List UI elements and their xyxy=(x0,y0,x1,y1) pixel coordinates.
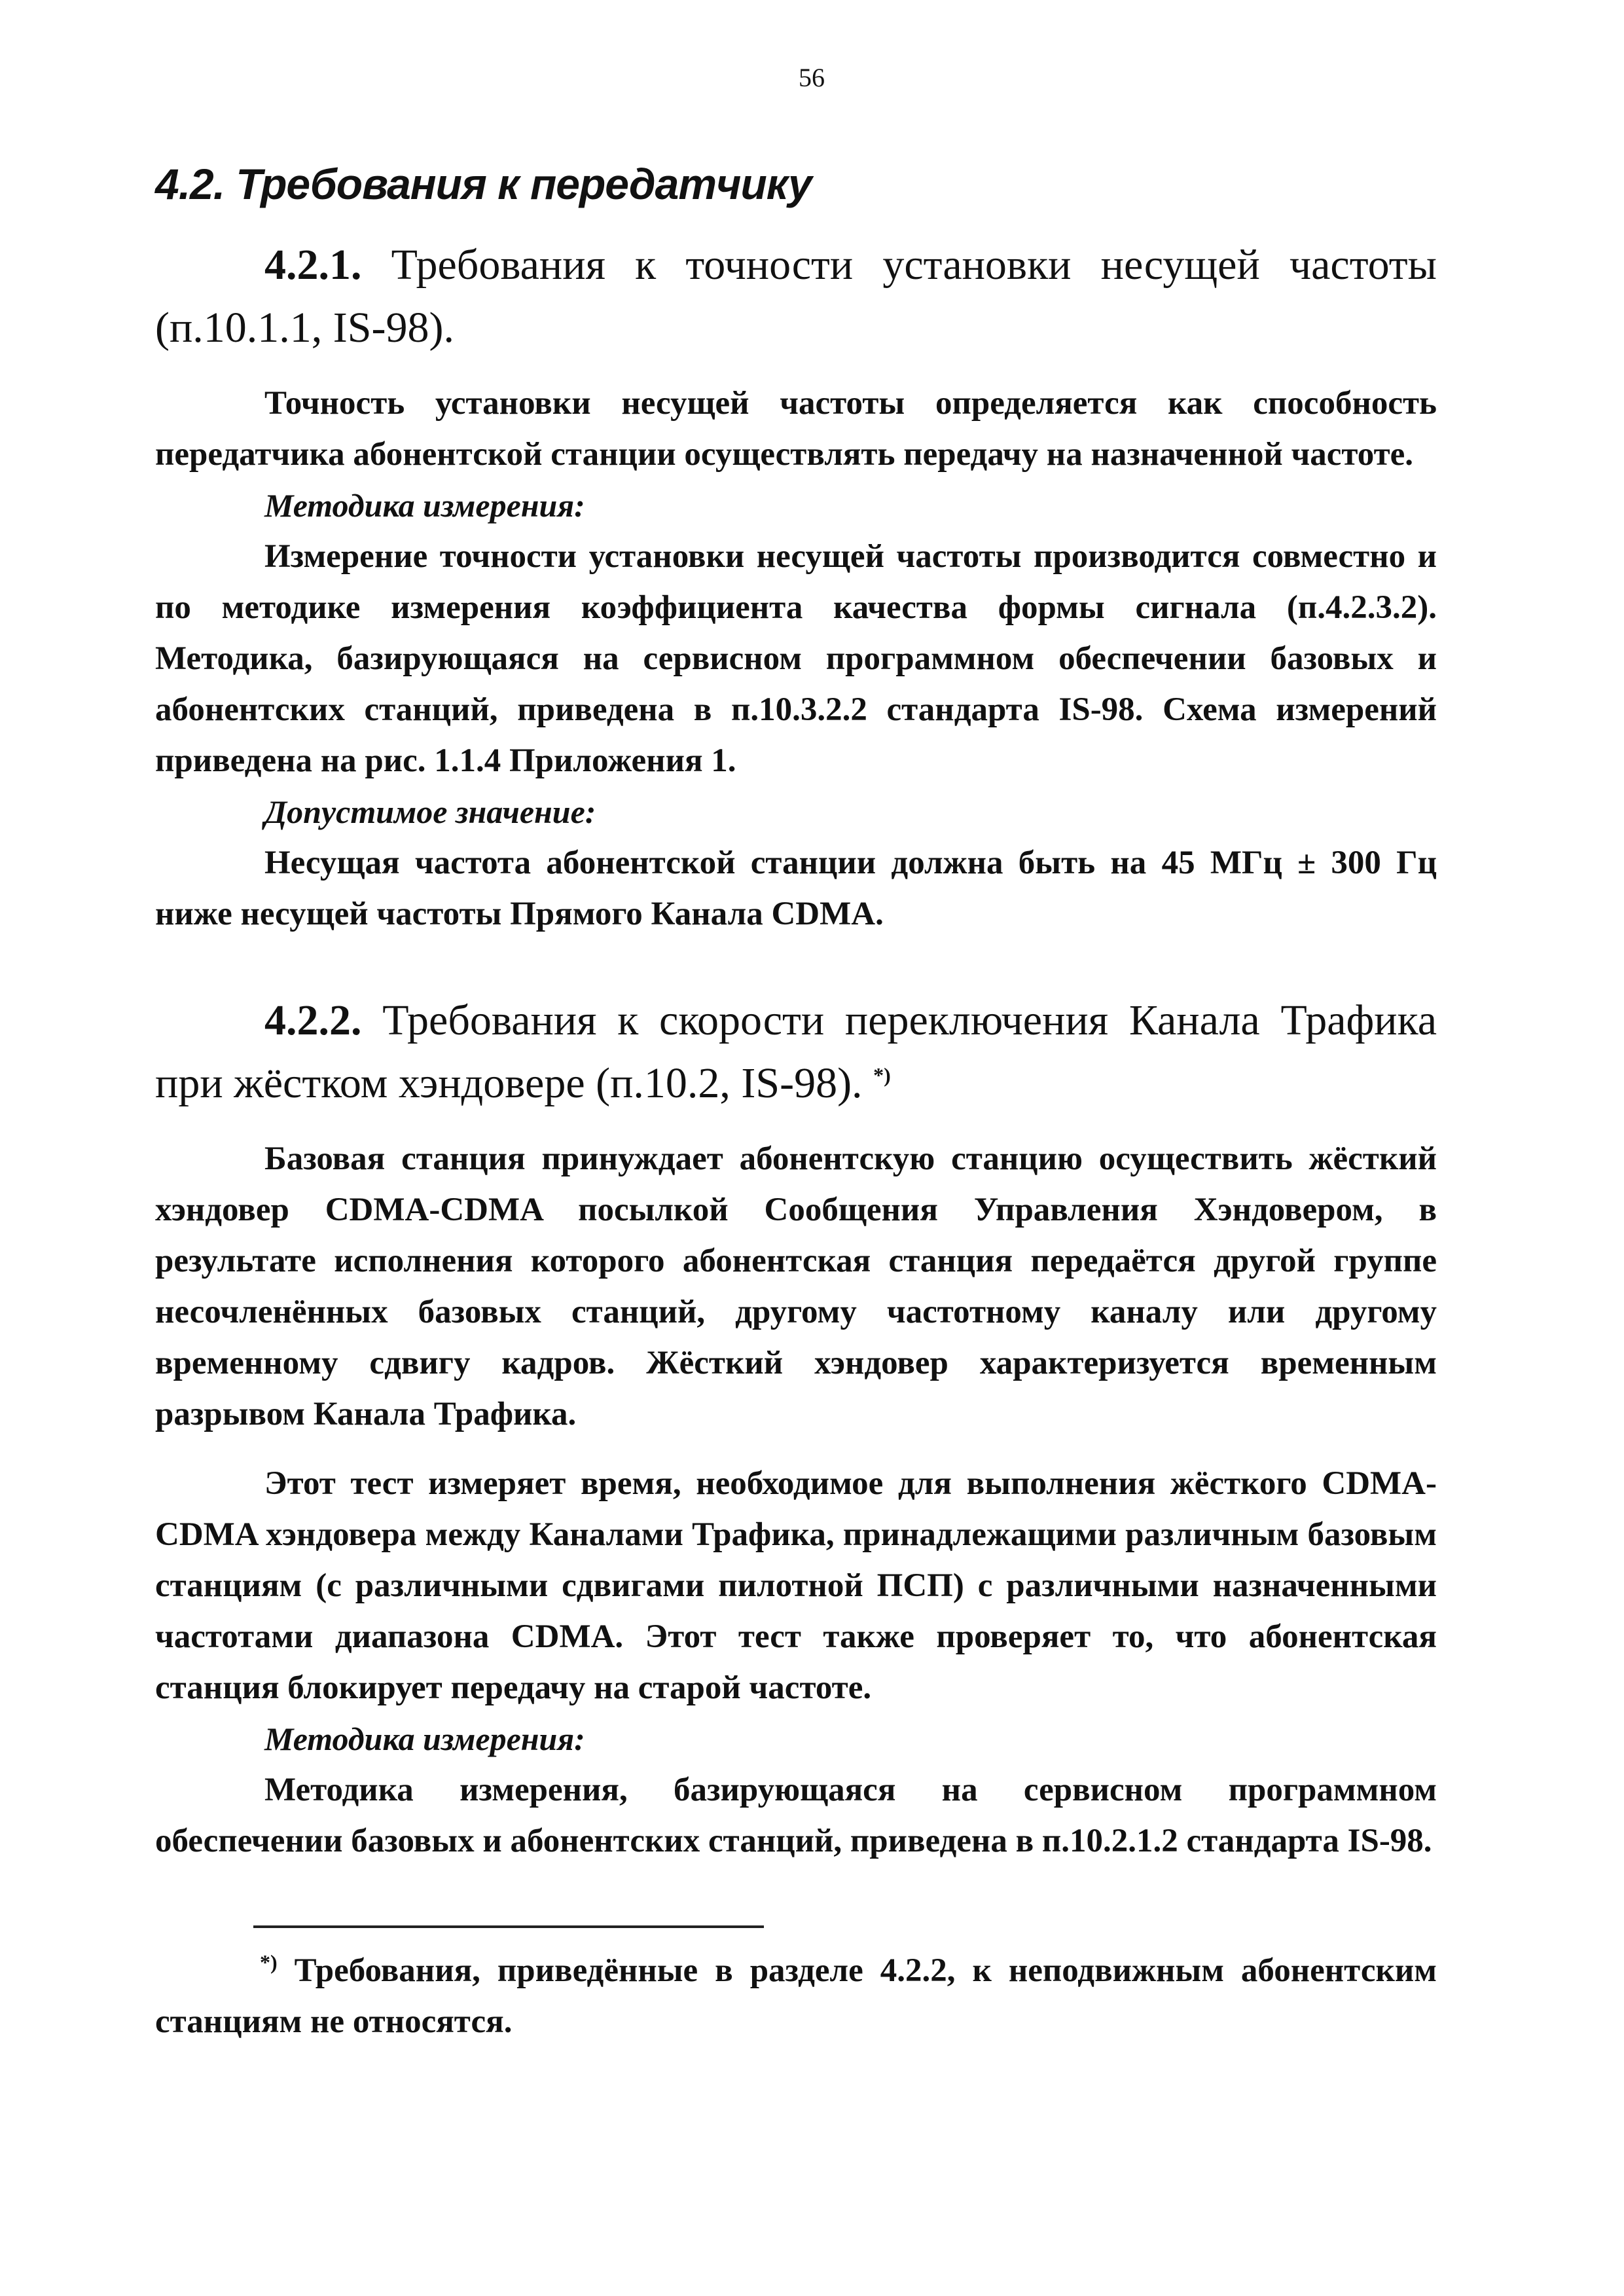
footnote-reference: *) xyxy=(873,1063,891,1087)
page-number: 56 xyxy=(799,63,825,92)
method-label: Методика измерения: xyxy=(264,1721,585,1757)
subsection-heading-4-2-1 xyxy=(155,234,1437,359)
paragraph-method: Методика измерения, базирующаяся на сервисном программном обеспечении базовых и абонентских станций, приведена в п.10.2.1.2 стандарта IS-98. xyxy=(155,1772,1437,1859)
footnote-divider xyxy=(253,1925,764,1928)
paragraph-method: Измерение точности установки несущей частоты производится совместно и по методике измерения коэффициента качества формы сигнала (п.4.2.3.2). Методика, базирующаяся на сервисном программном обеспечении базовых и абонентских станций, приведена в п.10.3.2.2 стандарта IS-98. Схема измерений приведена на рис. 1.1.4 Приложения 1. xyxy=(155,538,1437,779)
subsection-number: 4.2.1. xyxy=(264,241,362,289)
paragraph-definition: Точность установки несущей частоты определяется как способность передатчика абонентской станции осуществлять передачу на назначенной частоте. xyxy=(155,385,1437,473)
section-heading: 4.2. Требования к передатчику xyxy=(155,160,812,208)
footnote-mark: *) xyxy=(260,1950,278,1974)
paragraph-test-description: Этот тест измеряет время, необходимое для выполнения жёсткого CDMA-CDMA хэндовера между Каналами Трафика, принадлежащими различным базовым станциям (с различными сдвигами пилотной ПСП) с различными назначенными частотами диапазона CDMA. Этот тест также проверяет то, что абонентская станция блокирует передачу на старой частоте. xyxy=(155,1465,1437,1706)
page-content xyxy=(155,153,1437,2047)
method-label: Методика измерения: xyxy=(264,487,585,524)
footnote xyxy=(155,1945,1437,2047)
subsection-number: 4.2.2. xyxy=(264,996,362,1044)
subsection-title: Требования к точности установки несущей частоты (п.10.1.1, IS-98). xyxy=(155,241,1437,352)
footnote-text: Требования, приведённые в разделе 4.2.2, к неподвижным абонентским станциям не относятся. xyxy=(155,1952,1437,2040)
allowed-value-label: Допустимое значение: xyxy=(264,793,596,830)
subsection-heading-4-2-2 xyxy=(155,989,1437,1115)
paragraph-hard-handover: Базовая станция принуждает абонентскую станцию осуществить жёсткий хэндовер CDMA-CDMA посылкой Сообщения Управления Хэндовером, в результате исполнения которого абонентская станция передаётся другой группе несочленённых базовых станций, другому частотному каналу или другому временному сдвигу кадров. Жёсткий хэндовер характеризуется временным разрывом Канала Трафика. xyxy=(155,1140,1437,1432)
paragraph-allowed-value: Несущая частота абонентской станции должна быть на 45 МГц ± 300 Гц ниже несущей частоты Прямого Канала CDMA. xyxy=(155,845,1437,932)
subsection-title: Требования к скорости переключения Канала Трафика при жёстком хэндовере (п.10.2, IS-98). xyxy=(155,996,1437,1107)
